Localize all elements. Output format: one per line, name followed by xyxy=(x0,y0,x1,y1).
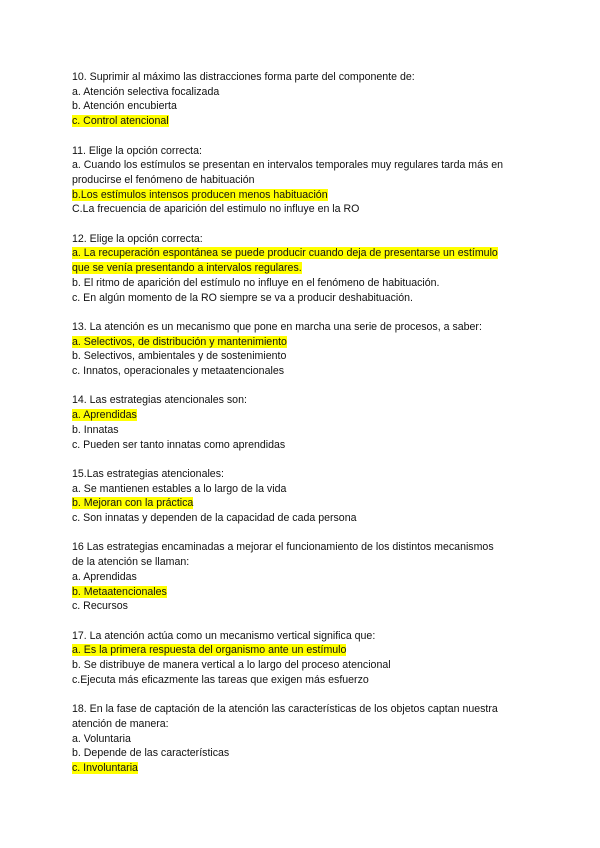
answer-option-text: b. Mejoran con la práctica xyxy=(72,497,194,510)
answer-option-highlighted xyxy=(72,761,532,776)
answer-option xyxy=(72,158,532,173)
answer-option xyxy=(72,99,532,114)
question-16 xyxy=(72,540,532,614)
answer-option-text: b. Depende de las características xyxy=(72,747,230,760)
answer-option-highlighted xyxy=(72,261,532,276)
answer-option xyxy=(72,438,532,453)
answer-option-text: c.Ejecuta más eficazmente las tareas que exigen más esfuerzo xyxy=(72,673,369,686)
question-14 xyxy=(72,393,532,452)
answer-option-text: C.La frecuencia de aparición del estimulo no influye en la RO xyxy=(72,203,360,216)
answer-option-text: a. Cuando los estímulos se presentan en intervalos temporales muy regulares tarda más en xyxy=(72,159,504,172)
answer-option-text: a. Es la primera respuesta del organismo ante un estímulo xyxy=(72,644,347,657)
question-stem: 15.Las estrategias atencionales: xyxy=(72,467,224,480)
answer-option xyxy=(72,746,532,761)
answer-option-text: b.Los estímulos intensos producen menos habituación xyxy=(72,188,328,201)
question-10 xyxy=(72,70,532,129)
answer-option-text: c. Pueden ser tanto innatas como aprendidas xyxy=(72,438,286,451)
answer-option-highlighted xyxy=(72,643,532,658)
question-17 xyxy=(72,629,532,688)
answer-option-highlighted xyxy=(72,246,532,261)
answer-option-text: b. Metaatencionales xyxy=(72,585,167,598)
answer-option-text: b. El ritmo de aparición del estímulo no influye en el fenómeno de habituación. xyxy=(72,276,440,289)
answer-option-text: a. Aprendidas xyxy=(72,570,137,583)
answer-option-text: a. Voluntaria xyxy=(72,732,131,745)
answer-option-highlighted xyxy=(72,408,532,423)
answer-option-text: producirse el fenómeno de habituación xyxy=(72,173,255,186)
question-stem: 13. La atención es un mecanismo que pone en marcha una serie de procesos, a saber: xyxy=(72,320,482,333)
answer-option xyxy=(72,423,532,438)
answer-option-highlighted xyxy=(72,114,532,129)
answer-option xyxy=(72,291,532,306)
answer-option-text: c. Innatos, operacionales y metaatencionales xyxy=(72,365,285,378)
question-stem: 10. Suprimir al máximo las distracciones forma parte del componente de: xyxy=(72,71,415,83)
answer-option-text: b. Innatas xyxy=(72,423,119,436)
question-11 xyxy=(72,144,532,218)
answer-option xyxy=(72,599,532,614)
question-stem: 16 Las estrategias encaminadas a mejorar el funcionamiento de los distintos mecanismos xyxy=(72,541,494,554)
question-12 xyxy=(72,232,532,306)
answer-option-text: c. Control atencional xyxy=(72,115,169,128)
question-18 xyxy=(72,702,532,776)
answer-option-text: c. Son innatas y dependen de la capacidad de cada persona xyxy=(72,512,357,525)
question-stem: 18. En la fase de captación de la atención las características de los objetos captan nuestra xyxy=(72,703,498,716)
answer-option-text: a. Aprendidas xyxy=(72,409,137,422)
answer-option xyxy=(72,173,532,188)
answer-option-text: a. La recuperación espontánea se puede producir cuando deja de presentarse un estímulo xyxy=(72,247,498,260)
answer-option xyxy=(72,349,532,364)
question-15 xyxy=(72,467,532,526)
question-stem: 11. Elige la opción correcta: xyxy=(72,144,202,157)
answer-option-highlighted xyxy=(72,188,532,203)
answer-option-text: a. Selectivos, de distribución y mantenimiento xyxy=(72,335,287,348)
answer-option-text: a. Atención selectiva focalizada xyxy=(72,85,220,98)
question-stem: de la atención se llaman: xyxy=(72,556,190,569)
answer-option xyxy=(72,85,532,100)
question-stem: 17. La atención actúa como un mecanismo vertical significa que: xyxy=(72,629,376,642)
answer-option xyxy=(72,658,532,673)
answer-option-text: c. En algún momento de la RO siempre se va a producir deshabituación. xyxy=(72,291,413,304)
answer-option-text: c. Involuntaria xyxy=(72,761,138,774)
answer-option xyxy=(72,202,532,217)
question-stem: atención de manera: xyxy=(72,717,169,730)
answer-option-text: b. Selectivos, ambientales y de sostenimiento xyxy=(72,350,287,363)
question-13 xyxy=(72,320,532,379)
answer-option xyxy=(72,276,532,291)
answer-option-text: b. Atención encubierta xyxy=(72,100,177,113)
answer-option xyxy=(72,364,532,379)
answer-option xyxy=(72,482,532,497)
answer-option-text: a. Se mantienen estables a lo largo de la vida xyxy=(72,482,287,495)
answer-option-highlighted xyxy=(72,496,532,511)
answer-option xyxy=(72,673,532,688)
answer-option-text: b. Se distribuye de manera vertical a lo largo del proceso atencional xyxy=(72,659,391,672)
answer-option xyxy=(72,570,532,585)
answer-option-highlighted xyxy=(72,585,532,600)
answer-option-text: c. Recursos xyxy=(72,600,128,613)
answer-option-highlighted xyxy=(72,335,532,350)
answer-option-text: que se venía presentando a intervalos regulares. xyxy=(72,262,302,275)
answer-option xyxy=(72,732,532,747)
question-stem: 12. Elige la opción correcta: xyxy=(72,232,203,245)
quiz-content xyxy=(72,70,532,790)
answer-option xyxy=(72,511,532,526)
question-stem: 14. Las estrategias atencionales son: xyxy=(72,394,247,407)
